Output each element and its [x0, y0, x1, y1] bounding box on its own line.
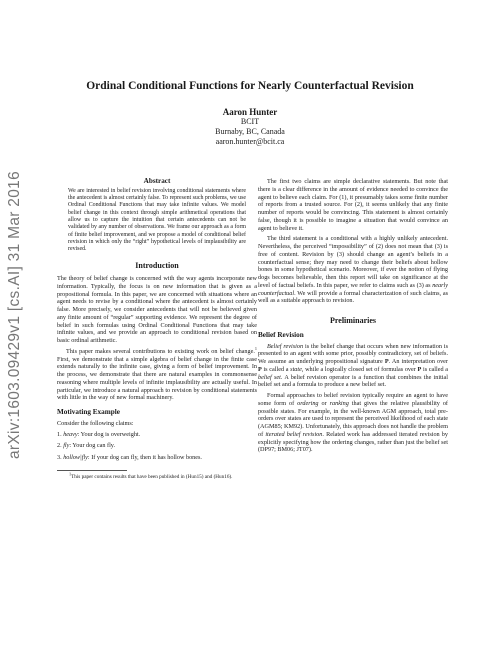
right-column	[258, 178, 448, 457]
author-location: Burnaby, BC, Canada	[215, 127, 285, 136]
right-paragraph-2: The third statement is a conditional with a highly unlikely antecedent. Nevertheless, the perceived “impossibility” of (2) does not mean that (3) is free of content. Revision by (3) should change an agent’s beliefs in a counterfactual sense; they may need to change their beliefs about hollow bones in some hypothetical scenario. Moreover, if ever the notion of flying dogs becomes believable, then this report will take on significance at the level of factual beliefs. In this paper, we refer to claims such as (3) as nearly counterfactual. We will provide a formal characterization of such claims, as well as a suitable approach to revision.	[258, 235, 448, 305]
belief-revision-heading: Belief Revision	[258, 330, 304, 339]
abstract-heading: Abstract	[143, 177, 171, 185]
list-item: 3. hollow|fly: If your dog can fly, then it has hollow bones.	[57, 454, 202, 462]
author-email: aaron.hunter@bcit.ca	[215, 137, 285, 146]
claims-list	[57, 431, 257, 462]
preliminaries-heading: Preliminaries	[329, 316, 377, 325]
left-column	[57, 178, 257, 480]
motivating-example-heading: Motivating Example	[57, 408, 120, 417]
intro-paragraph-1: The theory of belief change is concerned with the way agents incorporate new information. Typically, the focus is on new information that is given as a propositional formula. In this paper, we are concerned with situations where an agent needs to revise by a conditional where the antecedent is almost certainly false. More precisely, we consider antecedents that will not be believed given any finite amount of “regular” supporting evidence. We represent the degree of belief in such formulas using Ordinal Conditional Functions that may take infinite values, and we provide an approach to conditional revision based on basic ordinal arithmetic.	[57, 275, 257, 345]
right-paragraph-1: The first two claims are simple declarative statements. But note that there is a clear difference in the amount of evidence needed to convince the agent to believe each claim. For (1), it presumably takes some finite number of reports from a trusted source. For (2), it seems unlikely that any finite number of reports would be convincing. This statement is almost certainly false, though it is possible to imagine a situation that would convince an agent to believe it.	[258, 178, 448, 232]
abstract-text: We are interested in belief revision involving conditional statements where the antecedent is almost certainly false. To represent such problems, we use Ordinal Conditional Functions that may take infinite values. We model belief change in this context through simple arithmetical operations that allow us to capture the intuition that certain antecedents can not be validated by any number of observations. We frame our approach as a form of finite belief improvement, and we propose a model of conditional belief revision in which only the “right” hypothetical levels of implausibility are revised.	[68, 187, 246, 253]
author-affiliation: BCIT	[240, 117, 260, 126]
intro-paragraph-2: This paper makes several contributions to existing work on belief change.$^1$ First, we demonstrate that a simple algebra of belief change in the finite case extends naturally to the infinite case, giving a form of belief improvement. In the process, we demonstrate that there are natural examples in commonsense reasoning where multiple levels of infinite implausibility are actually useful. In particular, we introduce a natural approach to revision by conditional statements with little in the way of new formal machinery.	[57, 345, 257, 402]
author-name: Aaron Hunter	[222, 107, 278, 117]
list-item: 2. fly: Your dog can fly.	[57, 442, 116, 450]
claims-intro: Consider the following claims:	[57, 419, 134, 427]
footnote-rule	[57, 470, 127, 471]
list-item: 1. heavy: Your dog is overweight.	[57, 430, 141, 438]
arxiv-stamp	[4, 150, 26, 480]
footnote-marker: 1	[254, 345, 257, 351]
arxiv-id: arXiv:1603.09429v1 [cs.AI] 31 Mar 2016	[6, 171, 23, 459]
belief-revision-paragraph-1: Belief revision is the belief change that occurs when new information is presented to an agent with some prior, possibly contradictory, set of beliefs. We assume an underlying propositional signature P. An interpretation over P is called a state, while a logically closed set of formulas over P is called a belief set. A belief revision operator is a function that combines the initial belief set and a formula to produce a new belief set.	[258, 342, 448, 389]
paper-title: Ordinal Conditional Functions for Nearly Counterfactual Revision	[86, 80, 414, 92]
introduction-heading: Introduction	[135, 261, 179, 271]
footnote: $^1$This paper contains results that have been published in (Hun15) and (Hun16).	[69, 471, 233, 480]
belief-revision-paragraph-2: Formal approaches to belief revision typically require an agent to have some form of ordering or ranking that gives the relative plausibility of possible states. For example, in the well-known AGM approach, total pre-orders over states are used to represent the perceived likelihood of each state (AGM85; KM92). Unfortunately, this approach does not handle the problem of iterated belief revision. Related work has addressed iterated revision by explicitly specifying how the ordering changes, rather than just the belief set (DP97; BM06; JT07).	[258, 392, 448, 454]
author-block	[0, 107, 500, 147]
